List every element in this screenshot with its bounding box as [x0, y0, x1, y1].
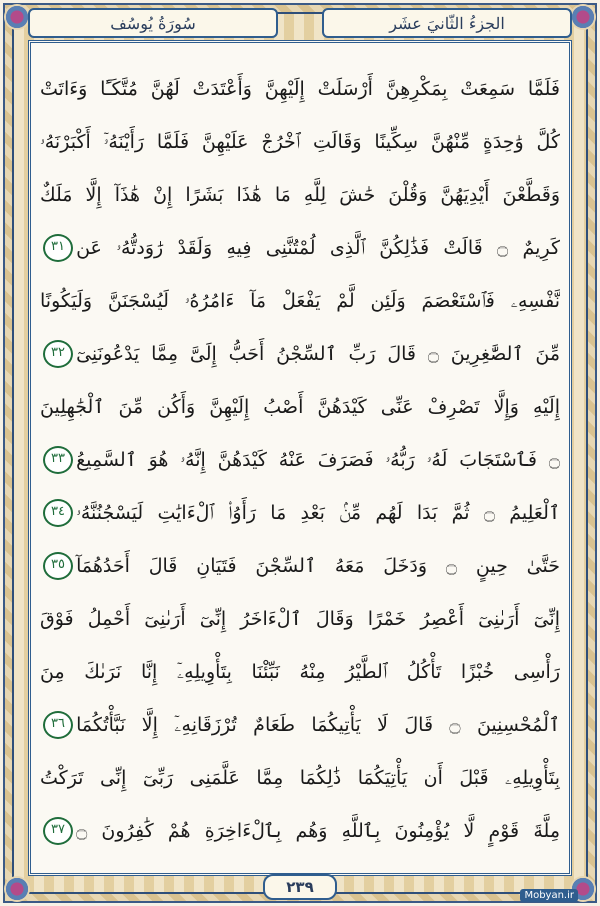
- page-number: ٢٣٩: [263, 874, 337, 900]
- top-right-ornament-icon: [570, 4, 596, 30]
- ayah-number-marker: ٣٢: [43, 340, 73, 368]
- verse-line: [40, 751, 560, 804]
- verse-line: [40, 221, 560, 274]
- verse-line-text: حَتَّىٰ حِينٍ ۝ وَدَخَلَ مَعَهُ ٱلسِّجْنَ فَتَيَانِ قَالَ أَحَدُهُمَآ: [76, 554, 560, 577]
- ayah-number-marker: ٣٥: [43, 552, 73, 580]
- verse-line-text: مِّنَ ٱلصَّٰغِرِينَ ۝ قَالَ رَبِّ ٱلسِّجْنُ أَحَبُّ إِلَىَّ مِمَّا يَدْعُونَنِىٓ: [76, 342, 560, 365]
- verse-line-text: كُلَّ وَٰحِدَةٍ مِّنْهُنَّ سِكِّينًا وَقَالَتِ ٱخْرُجْ عَلَيْهِنَّ فَلَمَّا رَأَيْنَهُۥٓ أَكْبَرْنَهُۥ: [40, 130, 560, 153]
- ayah-number-marker: ٣٧: [43, 817, 73, 845]
- verse-line: [40, 645, 560, 698]
- verse-line: [40, 433, 560, 486]
- verse-line-text: رَأْسِى خُبْزًا تَأْكُلُ ٱلطَّيْرُ مِنْهُ نَبِّئْنَا بِتَأْوِيلِهِۦٓ إِنَّا نَرَىٰكَ مِنَ: [40, 660, 560, 683]
- surah-title: سُورَةُ يُوسُف: [110, 13, 196, 33]
- verse-line-text: وَقَطَّعْنَ أَيْدِيَهُنَّ وَقُلْنَ حَٰشَ لِلَّهِ مَا هَٰذَا بَشَرًا إِنْ هَٰذَآ إِلَّا مَلَكٌ: [40, 183, 560, 206]
- verse-line: [40, 274, 560, 327]
- juz-title: الجزءُ الثّانيَ عشَر: [389, 13, 505, 33]
- ayah-number-marker: ٣١: [43, 234, 73, 262]
- top-left-ornament-icon: [4, 4, 30, 30]
- verse-line-text: ٱلْعَلِيمُ ۝ ثُمَّ بَدَا لَهُم مِّنۢ بَعْدِ مَا رَأَوُا۟ ٱلْءَايَٰتِ لَيَسْجُنُنَّهُۥ: [76, 501, 560, 524]
- verse-line-text: بِتَأْوِيلِهِۦ قَبْلَ أَن يَأْتِيَكُمَا ذَٰلِكُمَا مِمَّا عَلَّمَنِى رَبِّىٓ إِنِّى تَرَكْتُ: [40, 766, 560, 789]
- verse-line-text: إِنِّىٓ أَرَىٰنِىٓ أَعْصِرُ خَمْرًا وَقَالَ ٱلْءَاخَرُ إِنِّىٓ أَرَىٰنِىٓ أَحْمِلُ فَوْقَ: [40, 607, 560, 630]
- verse-line-text: مِلَّةَ قَوْمٍ لَّا يُؤْمِنُونَ بِٱللَّهِ وَهُم بِٱلْءَاخِرَةِ هُمْ كَٰفِرُونَ ۝: [76, 819, 560, 842]
- juz-header: [322, 8, 572, 38]
- verse-line: [40, 698, 560, 751]
- site-watermark: Mobyan.ir: [520, 889, 578, 902]
- verse-line-text: ۝ فَٱسْتَجَابَ لَهُۥ رَبُّهُۥ فَصَرَفَ عَنْهُ كَيْدَهُنَّ إِنَّهُۥ هُوَ ٱلسَّمِيعُ: [76, 448, 560, 471]
- verse-line-text: إِلَيْهِ وَإِلَّا تَصْرِفْ عَنِّى كَيْدَهُنَّ أَصْبُ إِلَيْهِنَّ وَأَكُن مِّنَ ٱلْجَٰهِلِينَ: [40, 395, 560, 418]
- ayah-number-marker: ٣٤: [43, 499, 73, 527]
- verse-line-text: ٱلْمُحْسِنِينَ ۝ قَالَ لَا يَأْتِيكُمَا طَعَامٌ تُرْزَقَانِهِۦٓ إِلَّا نَبَّأْتُكُمَا: [76, 713, 560, 736]
- verse-line: [40, 168, 560, 221]
- verse-line-text: فَلَمَّا سَمِعَتْ بِمَكْرِهِنَّ أَرْسَلَتْ إِلَيْهِنَّ وَأَعْتَدَتْ لَهُنَّ مُتَّكَـًٔا وَءَاتَتْ: [40, 77, 560, 100]
- surah-header: [28, 8, 278, 38]
- verse-line: [40, 804, 560, 857]
- bottom-left-ornament-icon: [4, 876, 30, 902]
- verse-line: [40, 327, 560, 380]
- verse-line: [40, 592, 560, 645]
- ayah-number-marker: ٣٦: [43, 711, 73, 739]
- verse-line: [40, 486, 560, 539]
- ayah-number-marker: ٣٣: [43, 446, 73, 474]
- verse-text-area: [40, 62, 560, 857]
- verse-line: [40, 380, 560, 433]
- verse-line: [40, 539, 560, 592]
- verse-line: [40, 62, 560, 115]
- verse-line: [40, 115, 560, 168]
- verse-line-text: كَرِيمٌ ۝ قَالَتْ فَذَٰلِكُنَّ ٱلَّذِى لُمْتُنَّنِى فِيهِ وَلَقَدْ رَٰوَدتُّهُۥ عَن: [76, 236, 560, 259]
- verse-line-text: نَّفْسِهِۦ فَٱسْتَعْصَمَ وَلَئِن لَّمْ يَفْعَلْ مَآ ءَامُرُهُۥ لَيُسْجَنَنَّ وَلَيَكُونًا: [40, 289, 560, 312]
